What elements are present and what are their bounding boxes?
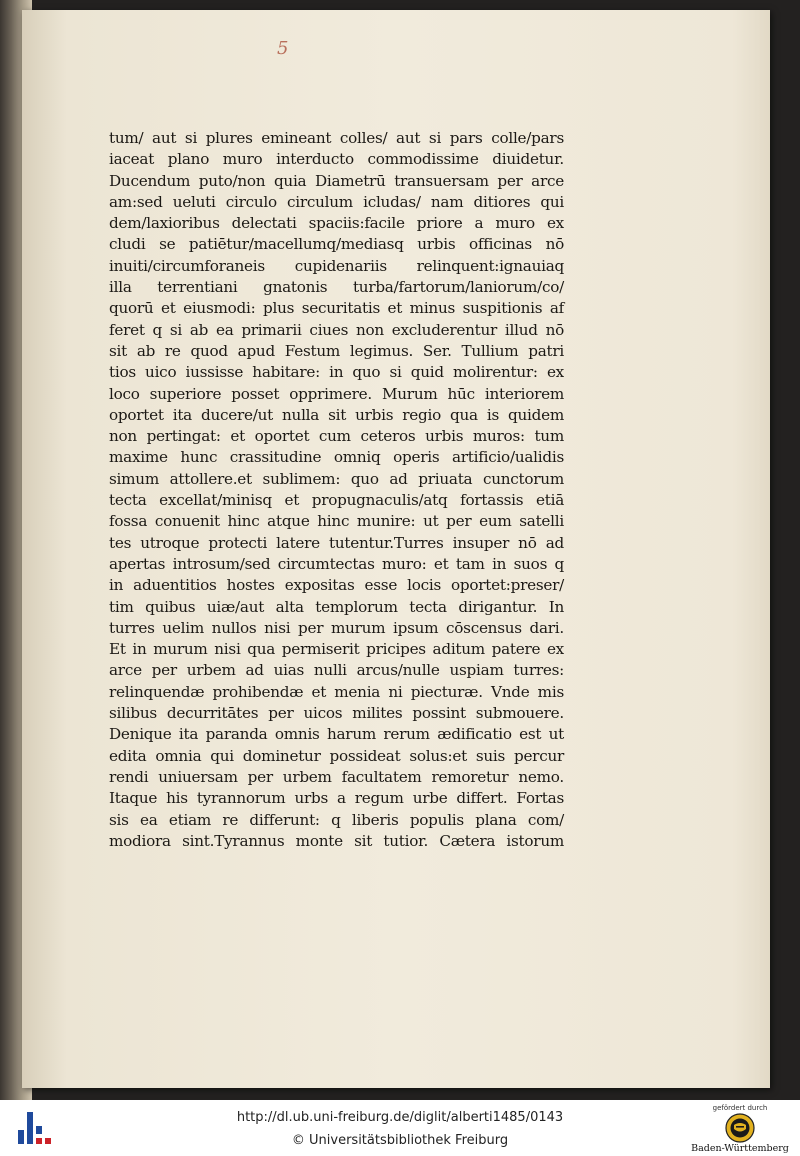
text-line: dem/laxioribus delectati spaciis:facile priore a muro ex	[109, 214, 564, 233]
text-line: fossa conuenit hinc atque hinc munire: ut per eum satelli	[109, 512, 564, 531]
text-line: sit ab re quod apud Festum legimus. Ser. Tullium patri	[109, 341, 564, 360]
sponsor-name: Baden-Württemberg	[691, 1143, 789, 1154]
text-line: relinquendæ prohibendæ et menia ni piecturæ. Vnde mis	[109, 682, 564, 701]
text-line: Ducendum puto/non quia Diametrū transuersam per arce	[109, 171, 564, 190]
text-line: iaceat plano muro interducto commodissime diuidetur.	[109, 150, 564, 169]
book-page	[22, 10, 770, 1088]
text-line: tim quibus uiæ/aut alta templorum tecta dirigantur. In	[109, 597, 564, 616]
text-line: maxime hunc crassitudine omniq operis artificio/ualidis	[109, 448, 564, 467]
copyright-notice: © Universitätsbibliothek Freiburg	[291, 1133, 509, 1148]
text-line: illa terrentiani gnatonis turba/fartorum/laniorum/co/	[109, 278, 564, 297]
text-line: Itaque his tyrannorum urbs a regum urbe differt. Fortas	[109, 789, 564, 808]
text-line: tios uico iussisse habitare: in quo si quid molirentur: ex	[109, 363, 564, 382]
text-line: loco superiore posset opprimere. Murum hūc interiorem	[109, 384, 564, 403]
text-line: Denique ita paranda omnis harum rerum ædificatio est ut	[109, 725, 564, 744]
text-line: Et in murum nisi qua permiserit pricipes aditum patere ex	[109, 640, 564, 659]
text-line: arce per urbem ad uias nulli arcus/nulle uspiam turres:	[109, 661, 564, 680]
folio-mark: 5	[277, 38, 290, 59]
text-line: turres uelim nullos nisi per murum ipsum cōscensus dari.	[109, 618, 564, 637]
text-line: quorū et eiusmodi: plus securitatis et minus suspitionis af	[109, 299, 564, 318]
text-line: edita omnia qui dominetur possideat solus:et suis percur	[109, 746, 564, 765]
text-line: modiora sint.Tyrannus monte sit tutior. Cætera istorum	[109, 831, 564, 850]
text-line: sis ea etiam re differunt: q liberis populis plana com/	[109, 810, 564, 829]
text-line: non pertingat: et oportet cum ceteros urbis muros: tum	[109, 427, 564, 446]
text-line: tecta excellat/minisq et propugnaculis/atq fortassis etiā	[109, 491, 564, 510]
text-line: in aduentitios hostes expositas esse locis oportet:preser/	[109, 576, 564, 595]
footer	[0, 1100, 800, 1156]
sponsor-label: gefördert durch	[712, 1104, 768, 1112]
permalink-url[interactable]: http://dl.ub.uni-freiburg.de/diglit/alberti1485/0143	[236, 1110, 564, 1125]
text-line: cludi se patiētur/macellumq/mediasq urbis officinas nō	[109, 235, 564, 254]
text-line: am:sed ueluti circulo circulum icludas/ nam ditiores qui	[109, 192, 564, 211]
baden-wuerttemberg-seal-icon	[725, 1113, 755, 1143]
text-line: apertas introsum/sed circumtectas muro: et tam in suos q	[109, 554, 564, 573]
text-line: silibus decurritātes per uicos milites possint submouere.	[109, 704, 564, 723]
text-line: feret q si ab ea primarii ciues non excluderentur illud nō	[109, 320, 564, 339]
text-line: rendi uniuersam per urbem facultatem remoretur nemo.	[109, 767, 564, 786]
text-line: inuiti/circumforaneis cupidenariis relinquent:ignauiaq	[109, 256, 564, 275]
sponsor-block	[690, 1102, 790, 1154]
text-line: tum/ aut si plures emineant colles/ aut si pars colle/pars	[109, 129, 564, 147]
text-line: oportet ita ducere/ut nulla sit urbis regio qua is quidem	[109, 405, 564, 424]
text-line: simum attollere.et sublimem: quo ad priuata cunctorum	[109, 469, 564, 488]
text-block	[109, 128, 564, 852]
text-line: tes utroque protecti latere tutentur.Turres insuper nō ad	[109, 533, 564, 552]
